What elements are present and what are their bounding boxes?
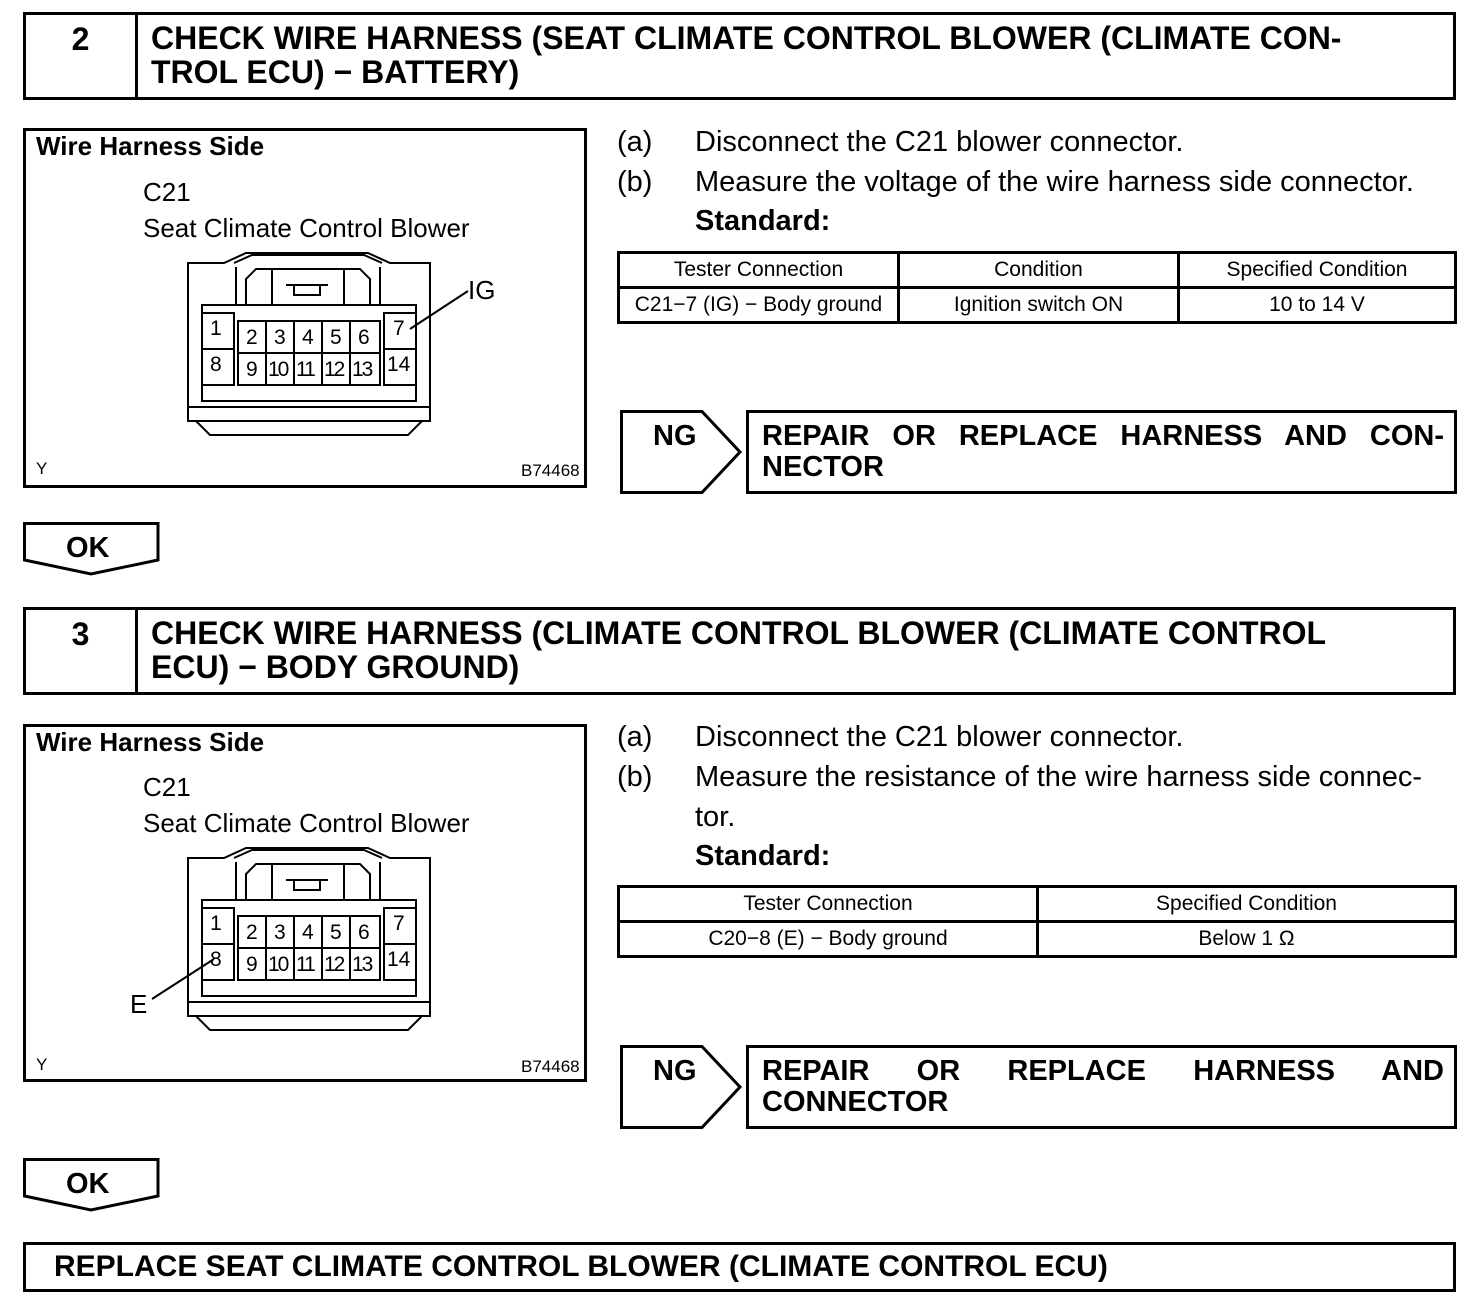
step2-instruction-b-label: (b) <box>617 166 653 198</box>
step2-ng-label: NG <box>653 420 697 452</box>
step2-connector-name: Seat Climate Control Blower <box>143 213 470 243</box>
step3-pin-1: 1 <box>210 912 222 935</box>
step2-ng-text-line2: NECTOR <box>762 451 884 483</box>
step2-pin-10: 10 <box>268 358 288 381</box>
step3-pin-7: 7 <box>393 912 405 935</box>
step3-pin-4: 4 <box>302 921 314 944</box>
step3-spec-table <box>617 885 1457 958</box>
step3-pin-8: 8 <box>210 948 222 971</box>
step3-pin-5: 5 <box>330 921 342 944</box>
step3-pin-11: 11 <box>296 953 314 976</box>
table-header-cell: Tester Connection <box>619 253 899 288</box>
table-row <box>619 288 1456 323</box>
step3-number: 3 <box>26 610 138 692</box>
step3-figure-code: B74468 <box>521 1057 580 1076</box>
step3-title-line2: ECU) − BODY GROUND) <box>151 649 520 685</box>
step3-title-line1: CHECK WIRE HARNESS (CLIMATE CONTROL BLOWER (CLIMATE CONTROL <box>151 615 1327 651</box>
step2-ng-text-line1: REPAIR OR REPLACE HARNESS AND CON- <box>762 420 1444 452</box>
step3-title <box>151 616 1393 684</box>
step3-pin-3: 3 <box>274 921 286 944</box>
step2-pin-7: 7 <box>393 317 405 340</box>
step3-instruction-b <box>617 757 1457 837</box>
step3-instruction-b-label: (b) <box>617 761 653 793</box>
step2-instruction-b <box>617 162 1457 202</box>
step2-pin-grid <box>202 313 418 403</box>
table-cell: Ignition switch ON <box>899 288 1179 323</box>
step2-instruction-a-label: (a) <box>617 126 653 158</box>
step3-ng-text-line2: CONNECTOR <box>762 1086 949 1118</box>
step2-figure-title: Wire Harness Side <box>36 131 265 161</box>
step3-instruction-b-text: Measure the resistance of the wire harness side connec- <box>695 761 1422 793</box>
step2-figure-code: B74468 <box>521 461 580 480</box>
step2-pin-13: 13 <box>352 358 372 381</box>
step2-pin-label-ig: IG <box>468 275 496 305</box>
step2-header <box>23 12 1456 100</box>
step3-pin-grid <box>202 908 418 998</box>
step3-pin-6: 6 <box>358 921 370 944</box>
table-header-cell: Specified Condition <box>1179 253 1456 288</box>
step3-figure-title: Wire Harness Side <box>36 727 265 757</box>
table-header-row <box>619 887 1456 922</box>
step3-e-leader <box>150 955 230 1005</box>
step3-pin-14: 14 <box>387 948 411 971</box>
step3-figure <box>23 724 587 1082</box>
step2-instruction-a <box>617 122 1457 162</box>
step2-pin-4: 4 <box>302 326 314 349</box>
table-cell: C21−7 (IG) − Body ground <box>619 288 899 323</box>
step3-ok-label: OK <box>66 1168 110 1200</box>
step2-figure <box>23 128 587 488</box>
table-header-cell: Specified Condition <box>1038 887 1456 922</box>
table-cell: C20−8 (E) − Body ground <box>619 922 1038 957</box>
table-row <box>619 922 1456 957</box>
step2-pin-8: 8 <box>210 353 222 376</box>
step3-pin-2: 2 <box>246 921 258 944</box>
step3-pin-9: 9 <box>246 953 258 976</box>
step2-pin-6: 6 <box>358 326 370 349</box>
step2-connector-code: C21 <box>143 177 191 207</box>
step3-header <box>23 607 1456 695</box>
step2-pin-9: 9 <box>246 358 258 381</box>
step2-ok-label: OK <box>66 532 110 564</box>
step2-pin-5: 5 <box>330 326 342 349</box>
step2-number: 2 <box>26 15 138 97</box>
step2-pin-1: 1 <box>210 317 222 340</box>
step3-ng-label: NG <box>653 1055 697 1087</box>
step2-pin-2: 2 <box>246 326 258 349</box>
step3-pin-label-e: E <box>130 989 148 1019</box>
step2-pin-3: 3 <box>274 326 286 349</box>
step2-instruction-b-text: Measure the voltage of the wire harness side connector. <box>695 166 1414 198</box>
step2-title <box>151 21 1393 89</box>
step3-instruction-a-text: Disconnect the C21 blower connector. <box>695 721 1184 753</box>
step2-title-line1: CHECK WIRE HARNESS (SEAT CLIMATE CONTROL BLOWER (CLIMATE CON- <box>151 20 1342 56</box>
table-header-cell: Condition <box>899 253 1179 288</box>
step2-title-line2: TROL ECU) − BATTERY) <box>151 54 520 90</box>
step2-pin-14: 14 <box>387 353 411 376</box>
step2-corner-left: Y <box>36 459 48 478</box>
step3-pin-12: 12 <box>324 953 344 976</box>
step3-connector-code: C21 <box>143 772 191 802</box>
table-header-row <box>619 253 1456 288</box>
table-header-cell: Tester Connection <box>619 887 1038 922</box>
step3-instruction-a <box>617 717 1457 757</box>
step3-pin-13: 13 <box>352 953 372 976</box>
step2-standard-label: Standard: <box>695 205 831 237</box>
table-cell: 10 to 14 V <box>1179 288 1456 323</box>
final-step-text: REPLACE SEAT CLIMATE CONTROL BLOWER (CLIMATE CONTROL ECU) <box>54 1250 1108 1283</box>
step3-ng-text-line1: REPAIR OR REPLACE HARNESS AND <box>762 1055 1444 1087</box>
step2-pin-12: 12 <box>324 358 344 381</box>
step3-instruction-b-text-cont: tor. <box>695 801 736 833</box>
step2-instruction-a-text: Disconnect the C21 blower connector. <box>695 126 1184 158</box>
table-cell: Below 1 Ω <box>1038 922 1456 957</box>
step2-spec-table <box>617 251 1457 324</box>
step3-instruction-a-label: (a) <box>617 721 653 753</box>
step2-pin-11: 11 <box>296 358 314 381</box>
step3-standard-label: Standard: <box>695 840 831 872</box>
step3-connector-name: Seat Climate Control Blower <box>143 808 470 838</box>
step3-corner-left: Y <box>36 1055 48 1074</box>
step3-pin-10: 10 <box>268 953 288 976</box>
